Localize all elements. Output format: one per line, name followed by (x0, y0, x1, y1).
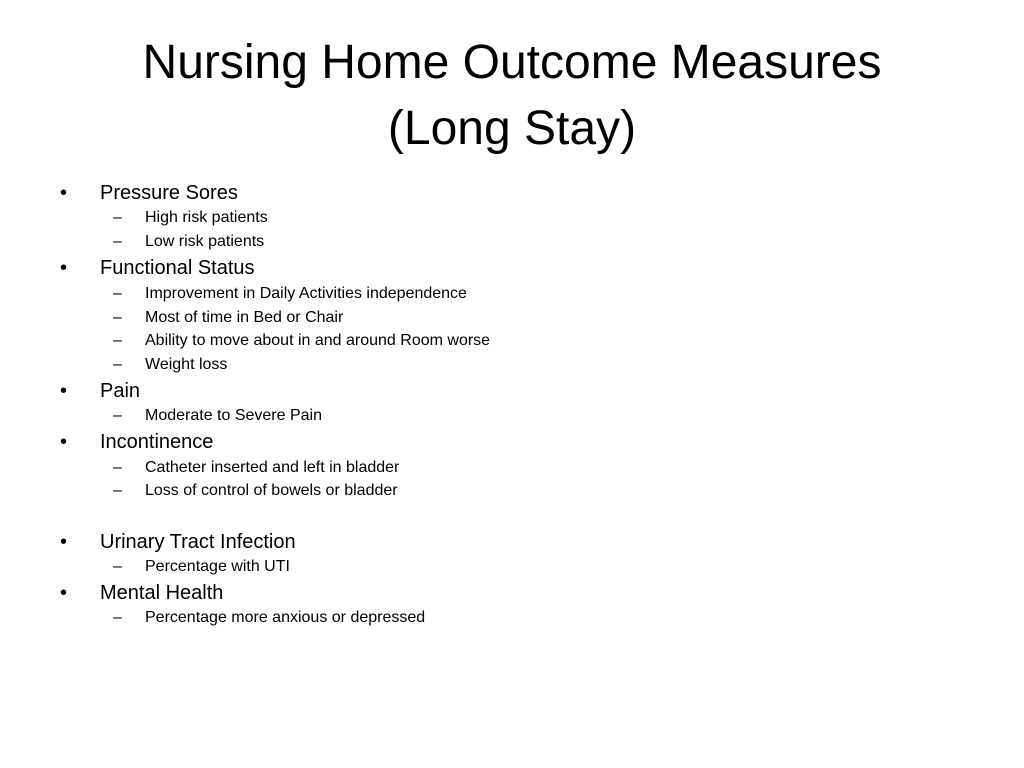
sub-bullet-label: Percentage more anxious or depressed (145, 609, 426, 626)
dash-marker: – (113, 209, 122, 226)
slide-title-line-1: Nursing Home Outcome Measures (142, 36, 882, 89)
sub-bullet-label: Moderate to Severe Pain (145, 407, 322, 424)
sub-bullet-label: Ability to move about in and around Room worse (145, 332, 491, 349)
bullet-label: Functional Status (100, 257, 255, 279)
bullet-label: Pressure Sores (100, 182, 238, 204)
bullet-marker: • (60, 431, 68, 453)
sub-bullet-label: Loss of control of bowels or bladder (145, 482, 398, 499)
sub-bullet-label: Catheter inserted and left in bladder (145, 459, 400, 476)
dash-marker: – (113, 233, 122, 250)
bullet-marker: • (60, 380, 68, 402)
dash-marker: – (113, 407, 122, 424)
dash-marker: – (113, 482, 122, 499)
dash-marker: – (113, 356, 122, 373)
sub-bullet-label: High risk patients (145, 209, 268, 226)
bullet-marker: • (60, 257, 68, 279)
dash-marker: – (113, 558, 122, 575)
bullet-marker: • (60, 531, 68, 553)
dash-marker: – (113, 309, 122, 326)
sub-bullet-label: Improvement in Daily Activities independence (145, 285, 467, 302)
sub-bullet-label: Most of time in Bed or Chair (145, 309, 344, 326)
sub-bullet-label: Weight loss (145, 356, 228, 373)
bullet-label: Mental Health (100, 582, 224, 604)
bullet-marker: • (60, 582, 68, 604)
bullet-label: Pain (100, 380, 141, 402)
bullet-label: Incontinence (100, 431, 214, 453)
dash-marker: – (113, 332, 122, 349)
slide-title-line-2: (Long Stay) (387, 102, 637, 155)
bullet-marker: • (60, 182, 68, 204)
sub-bullet-label: Percentage with UTI (145, 558, 290, 575)
dash-marker: – (113, 459, 122, 476)
dash-marker: – (113, 609, 122, 626)
bullet-label: Urinary Tract Infection (100, 531, 296, 553)
dash-marker: – (113, 285, 122, 302)
sub-bullet-label: Low risk patients (145, 233, 265, 250)
